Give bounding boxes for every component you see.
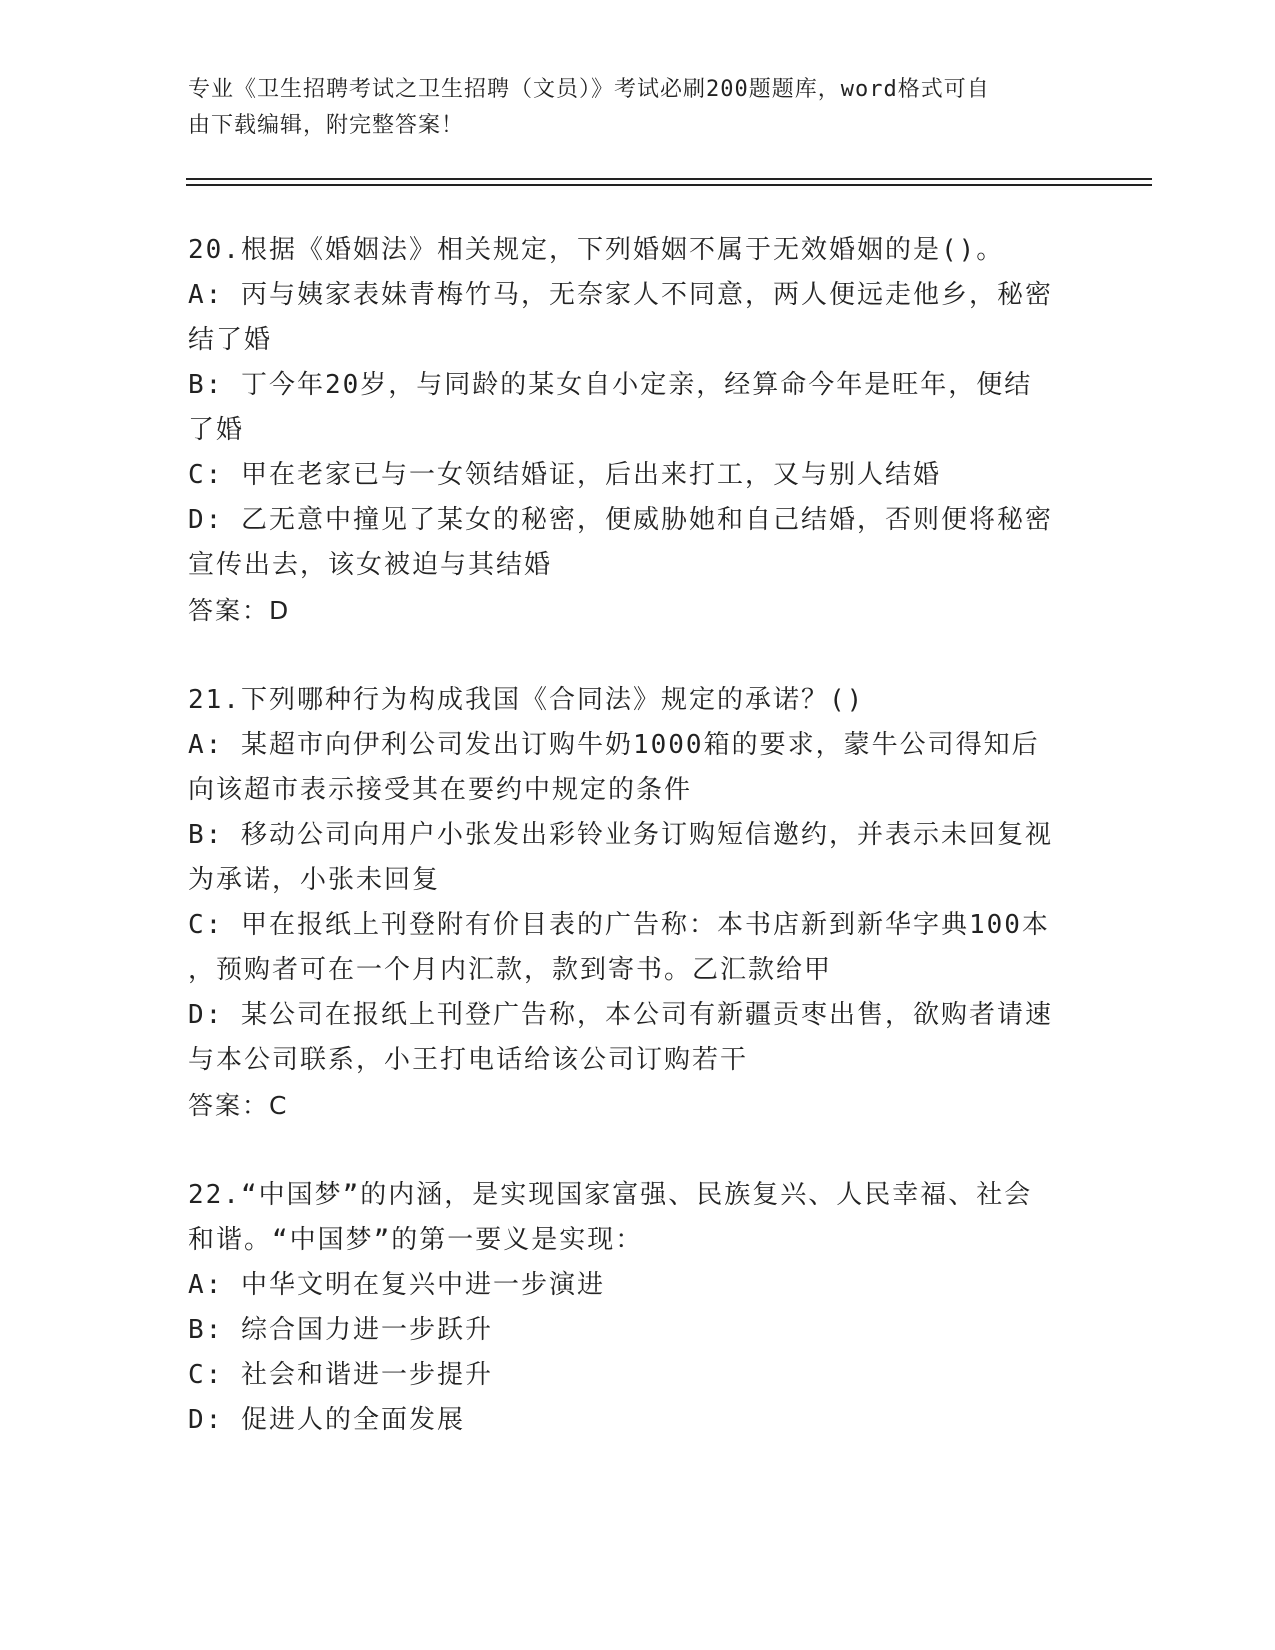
question-stem: 和谐。“中国梦”的第一要义是实现： bbox=[188, 1225, 644, 1255]
option-text: 为承诺，小张未回复 bbox=[188, 865, 441, 895]
option-text: D: 促进人的全面发展 bbox=[188, 1405, 465, 1435]
option-text: A: 中华文明在复兴中进一步演进 bbox=[188, 1270, 605, 1300]
question-list bbox=[188, 228, 1078, 1488]
option-text: C: 甲在老家已与一女领结婚证，后出来打工，又与别人结婚 bbox=[188, 460, 941, 490]
question-item bbox=[188, 678, 1078, 1128]
header-intro-line: 专业《卫生招聘考试之卫生招聘（文员）》考试必刷200题题库，word格式可自 bbox=[188, 77, 990, 102]
option-text: 向该超市表示接受其在要约中规定的条件 bbox=[188, 775, 693, 805]
answer-label: 答案：C bbox=[188, 1091, 289, 1120]
option-text: 与本公司联系，小王打电话给该公司订购若干 bbox=[188, 1045, 749, 1075]
option-c bbox=[188, 1353, 1078, 1398]
question-stem: 22.“中国梦”的内涵，是实现国家富强、民族复兴、人民幸福、社会 bbox=[188, 1180, 1033, 1210]
option-d bbox=[188, 1398, 1078, 1443]
option-c bbox=[188, 903, 1078, 993]
option-text: D: 某公司在报纸上刊登广告称，本公司有新疆贡枣出售，欲购者请速 bbox=[188, 1000, 1053, 1030]
option-text: B: 综合国力进一步跃升 bbox=[188, 1315, 493, 1345]
option-a bbox=[188, 723, 1078, 813]
question-item bbox=[188, 1173, 1078, 1443]
option-text: A: 丙与姨家表妹青梅竹马，无奈家人不同意，两人便远走他乡，秘密 bbox=[188, 280, 1053, 310]
option-text: A: 某超市向伊利公司发出订购牛奶1000箱的要求，蒙牛公司得知后 bbox=[188, 730, 1040, 760]
option-a bbox=[188, 1263, 1078, 1308]
option-d bbox=[188, 993, 1078, 1083]
option-text: C: 甲在报纸上刊登附有价目表的广告称：本书店新到新华字典100本 bbox=[188, 910, 1050, 940]
option-text: D: 乙无意中撞见了某女的秘密，便威胁她和自己结婚，否则便将秘密 bbox=[188, 505, 1053, 535]
option-text: 了婚 bbox=[188, 415, 245, 445]
answer-label: 答案：D bbox=[188, 596, 291, 625]
header-intro-line: 由下载编辑，附完整答案！ bbox=[188, 113, 465, 138]
question-stem: 21.下列哪种行为构成我国《合同法》规定的承诺？() bbox=[188, 685, 865, 715]
header-divider bbox=[186, 184, 1152, 186]
option-c bbox=[188, 453, 1078, 498]
question-stem: 20.根据《婚姻法》相关规定，下列婚姻不属于无效婚姻的是()。 bbox=[188, 235, 1005, 265]
option-text: B: 移动公司向用户小张发出彩铃业务订购短信邀约，并表示未回复视 bbox=[188, 820, 1053, 850]
option-text: C: 社会和谐进一步提升 bbox=[188, 1360, 493, 1390]
option-text: B: 丁今年20岁，与同龄的某女自小定亲，经算命今年是旺年，便结 bbox=[188, 370, 1033, 400]
option-text: ，预购者可在一个月内汇款，款到寄书。乙汇款给甲 bbox=[188, 955, 833, 985]
document-header bbox=[188, 72, 1088, 144]
option-b bbox=[188, 813, 1078, 903]
option-a bbox=[188, 273, 1078, 363]
option-b bbox=[188, 363, 1078, 453]
option-b bbox=[188, 1308, 1078, 1353]
question-item bbox=[188, 228, 1078, 633]
header-divider bbox=[186, 178, 1152, 180]
option-text: 结了婚 bbox=[188, 325, 273, 355]
option-text: 宣传出去，该女被迫与其结婚 bbox=[188, 550, 553, 580]
option-d bbox=[188, 498, 1078, 588]
